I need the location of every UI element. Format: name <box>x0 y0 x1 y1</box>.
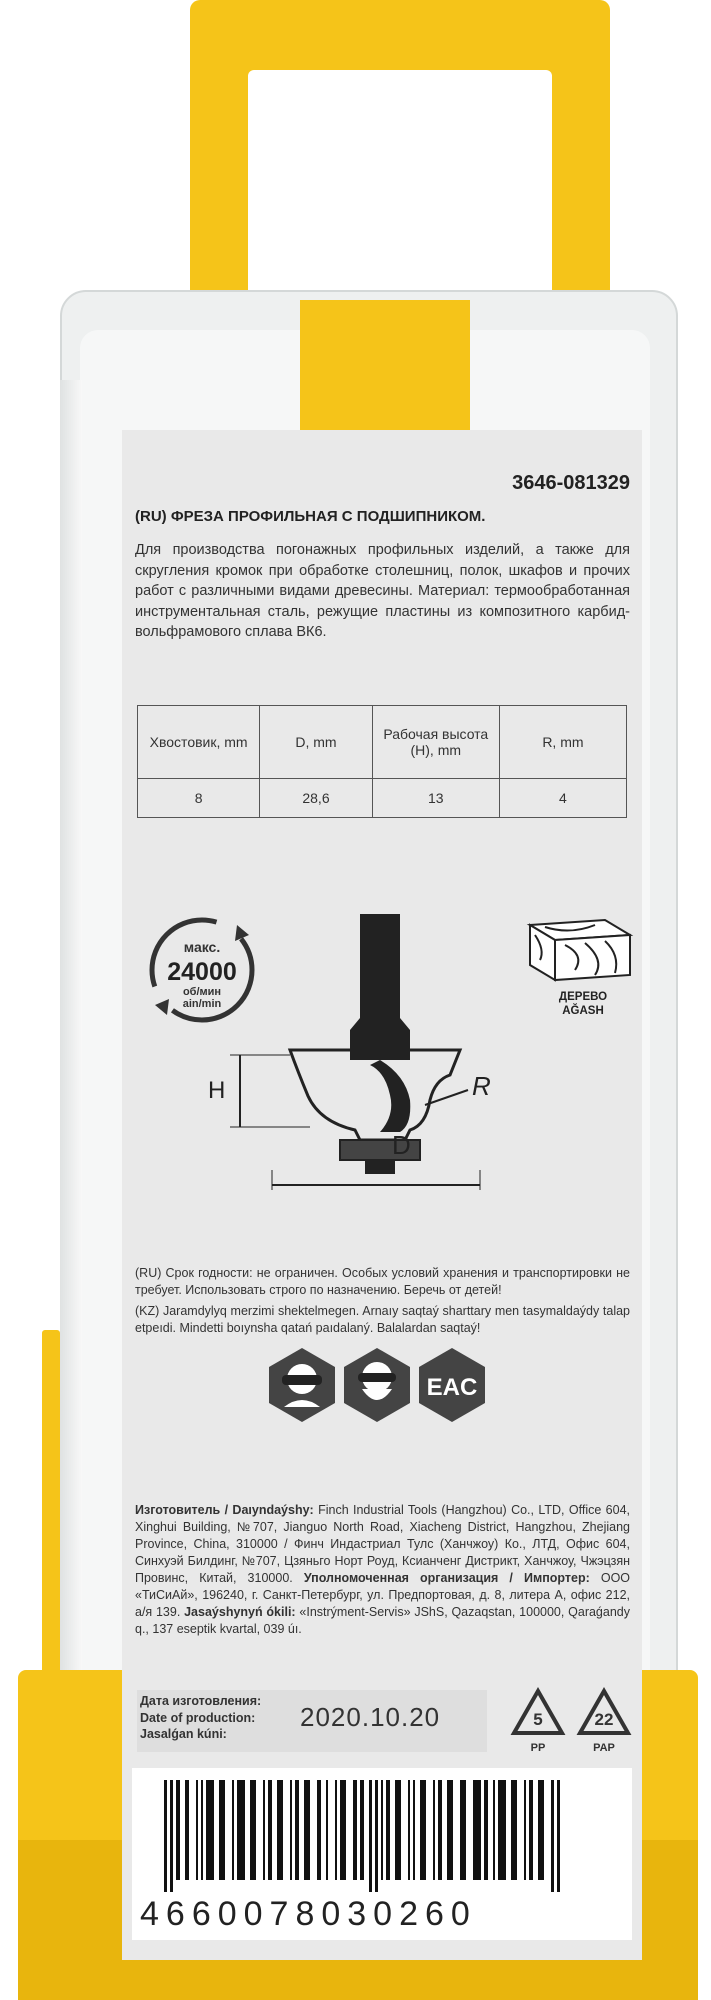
barcode-bar <box>484 1780 488 1880</box>
date-label-en: Date of production: <box>140 1710 256 1725</box>
barcode-bar <box>473 1780 481 1880</box>
barcode-bar <box>268 1780 272 1880</box>
recycle-pap-code: PAP <box>593 1742 615 1754</box>
r-label: R <box>472 1071 491 1101</box>
manufacturer-label: Изготовитель / Daıyndaýshy: <box>135 1503 314 1517</box>
recycle-pp-number: 5 <box>533 1710 543 1729</box>
barcode-bar <box>369 1780 372 1892</box>
barcode-digits: 4660078030260 <box>140 1895 477 1933</box>
recycle-pap-icon <box>580 1691 628 1754</box>
eac-mark <box>419 1348 485 1422</box>
eac-text: EAC <box>426 1374 478 1401</box>
blister-side <box>60 380 82 1700</box>
goggles-icon <box>269 1348 335 1422</box>
barcode-bar <box>335 1780 337 1880</box>
recycle-pap-number: 22 <box>594 1710 614 1729</box>
spec-value-height: 13 <box>372 779 499 818</box>
barcode-bar <box>317 1780 321 1880</box>
spec-value-r: 4 <box>499 779 626 818</box>
spec-header-d: D, mm <box>260 706 372 779</box>
barcode-bar <box>395 1780 401 1880</box>
sku-code: 3646-081329 <box>512 472 630 494</box>
barcode-bar <box>326 1780 328 1880</box>
cutter-edge <box>370 1060 410 1132</box>
spec-value-shank: 8 <box>138 779 260 818</box>
barcode-bar <box>375 1780 378 1892</box>
barcode-bar <box>420 1780 426 1880</box>
recycling-icons <box>508 1685 638 1760</box>
spec-value-d: 28,6 <box>260 779 372 818</box>
manufacturer-info <box>135 1502 630 1638</box>
production-date-labels <box>140 1693 261 1743</box>
representative-text: «Instrýment-Servis» JShS, Qazaqstan, 100000, Qaraǵandy q., 137 eseptik kvartal, 039 úı. <box>135 1605 630 1636</box>
barcode-bar <box>340 1780 346 1880</box>
barcode-bar <box>353 1780 357 1880</box>
barcode-bar <box>524 1780 526 1880</box>
recycle-pp-icon <box>514 1691 562 1754</box>
blister-stripe <box>42 1330 60 1710</box>
barcode-bar <box>250 1780 256 1880</box>
barcode-bar <box>360 1780 364 1880</box>
barcode-bar <box>511 1780 517 1880</box>
rpm-unit-1: об/мин <box>182 986 222 998</box>
representative-label: Jasaýshynyń ókili: <box>184 1605 296 1619</box>
certification-icons <box>262 1345 492 1425</box>
barcode-bar <box>413 1780 415 1880</box>
barcode-bar <box>304 1780 310 1880</box>
barcode-bar <box>219 1780 225 1880</box>
spec-header-row <box>138 706 627 779</box>
rpm-value: 24000 <box>167 958 237 986</box>
d-label: D <box>392 1130 411 1160</box>
importer-label: Уполномоченная организация / Импортер: <box>303 1571 590 1585</box>
manufacturer-text: Finch Industrial Tools (Hangzhou) Co., LTD, Office 604, Xinghui Building, №707, Jianguo North Road, Xiacheng District, Hangzhou, Zhejiang Province, China, 310000 / Финч Индастриал Тулс (Ханчжоу) Ко., ЛТД, Офис 604, Синхуэй Билдинг, №707, Цзяньго Норт Роуд, Ксианченг Дистрикт, Ханчжоу, Чжэцзян Провинс, Китай, 310000. <box>135 1503 630 1585</box>
barcode-bar <box>277 1780 283 1880</box>
wood-icon <box>525 915 635 985</box>
barcode-bar <box>206 1780 214 1880</box>
spec-header-r: R, mm <box>499 706 626 779</box>
barcode-bar <box>557 1780 560 1892</box>
barcode-bar <box>493 1780 495 1880</box>
barcode-bar <box>232 1780 234 1880</box>
date-label-ru: Дата изготовления: <box>140 1694 262 1708</box>
barcode-bar <box>185 1780 189 1880</box>
rpm-max: макс. <box>183 939 221 955</box>
barcode-bar <box>237 1780 245 1880</box>
bolt <box>365 1160 395 1174</box>
product-description: Для производства погонажных профильных изделий, а также для скругления кромок при обработке столешниц, полок, шкафов и прочих работ с различными видами древесины. Материал: термообработанная инструментальная сталь, режущие пластины из композитного карбид-вольфрамового сплава ВК6. <box>135 542 630 640</box>
barcode-bar <box>538 1780 544 1880</box>
h-label: H <box>208 1077 226 1104</box>
shank <box>350 914 410 1060</box>
respirator-icon <box>344 1348 410 1422</box>
note-ru: (RU) Срок годности: не ограничен. Особых условий хранения и транспортировки не требует. Использовать строго по назначению. Беречь от детей! <box>135 1266 630 1297</box>
barcode-bar <box>408 1780 410 1880</box>
wood-label <box>548 990 618 1018</box>
production-date-value: 2020.10.20 <box>300 1702 441 1732</box>
rpm-arrow-2 <box>155 999 169 1015</box>
barcode-bar <box>201 1780 203 1880</box>
rpm-unit-2: ain/min <box>182 998 222 1010</box>
recycle-pp-code: PP <box>530 1742 546 1754</box>
wood-label-kz: AĞASH <box>562 1005 604 1017</box>
barcode-bar <box>447 1780 453 1880</box>
barcode-bar <box>176 1780 180 1880</box>
router-bit-drawing <box>200 900 530 1190</box>
barcode-bar <box>196 1780 198 1880</box>
barcode-bar <box>498 1780 506 1880</box>
spec-value-row <box>138 779 627 818</box>
note-kz: (KZ) Jaramdylyq merzimi shektelmegen. Arnaıy saqtaý sharttary men tasymaldaýdy talap etpeıdi. Mindetti boıynsha qatań paıdalaný. Balalardan saqtaý! <box>135 1304 630 1335</box>
barcode-bar <box>551 1780 554 1892</box>
barcode-bar <box>438 1780 442 1880</box>
barcode-bar <box>529 1780 533 1880</box>
importer-text: ООО «ТиСиАй», 196240, г. Санкт-Петербург, ул. Предпортовая, д. 8, литера А, офис 212, а/я 139. <box>135 1571 631 1619</box>
barcode-bar <box>164 1780 167 1892</box>
product-title: (RU) ФРЕЗА ПРОФИЛЬНАЯ С ПОДШИПНИКОМ. <box>135 508 486 525</box>
barcode-bar <box>460 1780 466 1880</box>
barcode-bar <box>386 1780 390 1880</box>
barcode-bars <box>160 1780 620 1892</box>
barcode-bar <box>295 1780 299 1880</box>
hanger-stem <box>300 300 470 440</box>
barcode-bar <box>170 1780 173 1892</box>
barcode-bar <box>381 1780 383 1880</box>
barcode-bar <box>433 1780 435 1880</box>
barcode-bar <box>290 1780 292 1880</box>
date-label-kz: Jasalǵan kúni: <box>140 1727 227 1741</box>
spec-header-shank: Хвостовик, mm <box>138 706 260 779</box>
wood-label-ru: ДЕРЕВО <box>558 991 608 1003</box>
spec-header-height: Рабочая высота (H), mm <box>372 706 499 779</box>
spec-table <box>137 705 627 818</box>
barcode-bar <box>263 1780 265 1880</box>
